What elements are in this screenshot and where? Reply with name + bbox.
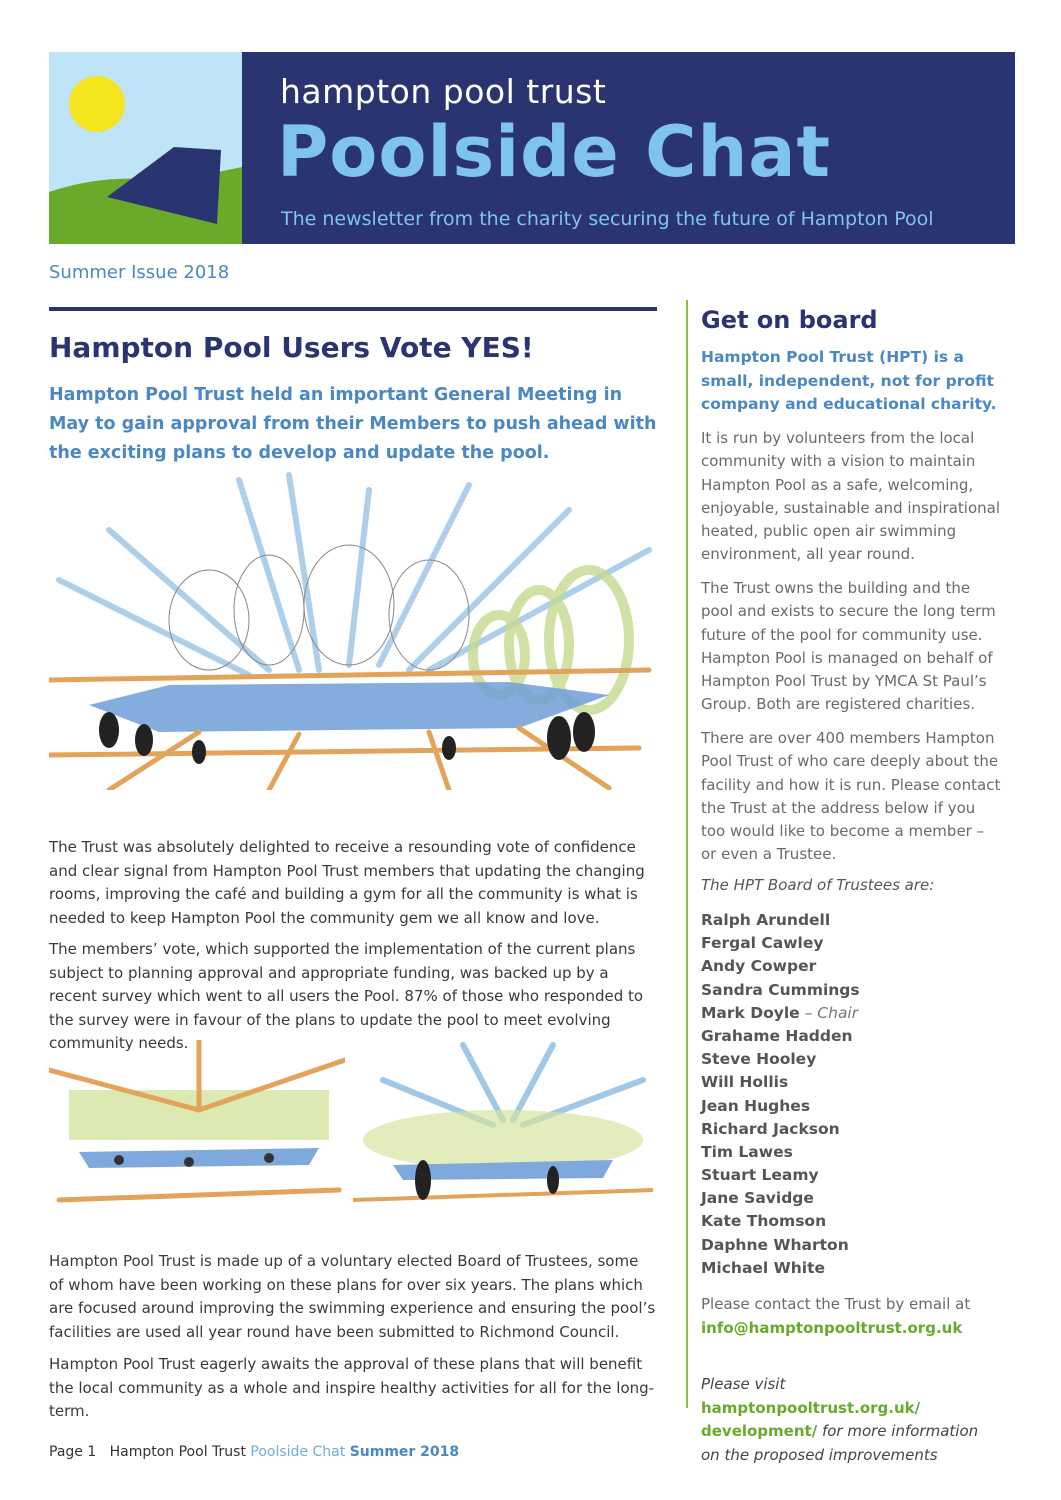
- trustee-name: Steve Hooley: [701, 1050, 817, 1069]
- trustee-name: Sandra Cummings: [701, 980, 860, 999]
- sidebar-divider: [686, 300, 688, 1408]
- page-footer: [49, 1444, 459, 1460]
- pool-sketch-illustration: [49, 470, 657, 790]
- trustee-name: Fergal Cawley: [701, 934, 824, 953]
- trustee-name-chair: [701, 1002, 860, 1025]
- interior-sketch-left: [49, 1040, 345, 1222]
- masthead-title: Poolside Chat: [277, 111, 831, 193]
- chair-role-label: – Chair: [799, 1003, 859, 1022]
- masthead-org-name: hampton pool trust: [280, 72, 607, 111]
- contact-block: [701, 1293, 1001, 1340]
- trustee-list: [701, 909, 860, 1280]
- masthead: [49, 52, 1015, 244]
- footer-org: Hampton Pool Trust: [109, 1444, 246, 1460]
- visit-suffix: for more information on the proposed improvements: [701, 1422, 979, 1464]
- interior-sketch-right: [353, 1040, 657, 1222]
- trustee-name: Tim Lawes: [701, 1142, 793, 1161]
- footer-season: Summer 2018: [349, 1444, 460, 1460]
- board-label: The HPT Board of Trustees are:: [701, 876, 935, 894]
- masthead-tagline: The newsletter from the charity securing the future of Hampton Pool: [281, 208, 934, 230]
- trustee-name: Ralph Arundell: [701, 911, 831, 929]
- visit-block: [701, 1373, 1001, 1467]
- issue-label: Summer Issue 2018: [49, 262, 230, 283]
- contact-text: Please contact the Trust by email at: [701, 1295, 971, 1313]
- article-paragraph: The Trust was absolutely delighted to receive a resounding vote of confidence and clear signal from Hampton Pool Trust members that updating the changing rooms, improving the café and building a gym for all the community is what is needed to keep Hampton Pool the community gem we all know and love.: [49, 838, 645, 927]
- trustee-name: Jane Savidge: [701, 1189, 814, 1208]
- trustee-name: Kate Thomson: [701, 1212, 827, 1231]
- trustee-name: Grahame Hadden: [701, 1026, 853, 1045]
- article-paragraph: The members’ vote, which supported the implementation of the current plans subject to planning approval and appropriate funding, was backed up by a recent survey which went to all users the Pool. 87% of those who responded to the survey were in favour of the plans to update the pool to meet evolving community needs.: [49, 940, 644, 1052]
- article-paragraph: Hampton Pool Trust is made up of a voluntary elected Board of Trustees, some of whom have been working on these plans for over six years. The plans which are focused around improving the swimming experience and ensuring the pool’s facilities are used all year round have been submitted to Richmond Council.: [49, 1252, 656, 1341]
- footer-publication: Poolside Chat: [250, 1444, 346, 1460]
- visit-prefix: Please visit: [701, 1375, 786, 1393]
- sidebar-heading: Get on board: [701, 306, 878, 334]
- article-headline: Hampton Pool Users Vote YES!: [49, 331, 534, 364]
- contact-email-link[interactable]: info@hamptonpooltrust.org.uk: [701, 1318, 963, 1337]
- trustee-name: Mark Doyle: [701, 1003, 800, 1022]
- sidebar-paragraph: The Trust owns the building and the pool and exists to secure the long term future of the pool for community use. Hampton Pool is managed on behalf of Hampton Pool Trust by YMCA St Paul’s Group. Both are registered charities.: [701, 579, 996, 714]
- sidebar-paragraph: There are over 400 members Hampton Pool Trust of who care deeply about the facility and how it is run. Please contact the Trust at the address below if you too would like to become a member – or even a Trustee.: [701, 729, 1001, 864]
- trustee-name: Jean Hughes: [701, 1096, 811, 1115]
- trustee-name: Andy Cowper: [701, 957, 817, 976]
- sidebar-paragraph: It is run by volunteers from the local community with a vision to maintain Hampton Pool as a safe, welcoming, enjoyable, sustainable and inspirational heated, public open air swimming environment, all year round.: [701, 429, 1000, 564]
- trustee-name: Michael White: [701, 1258, 826, 1277]
- article-standfirst: Hampton Pool Trust held an important General Meeting in May to gain approval from their Members to push ahead with the exciting plans to develop and update the pool.: [49, 385, 657, 463]
- trustee-name: Stuart Leamy: [701, 1166, 819, 1185]
- article-paragraph: Hampton Pool Trust eagerly awaits the approval of these plans that will benefit the local community as a whole and inspire healthy activities for all for the long-term.: [49, 1355, 655, 1420]
- development-page-link[interactable]: hamptonpooltrust.org.uk/ development/: [701, 1398, 921, 1440]
- footer-page-number: Page 1: [49, 1444, 97, 1460]
- sidebar-intro: Hampton Pool Trust (HPT) is a small, independent, not for profit company and educational charity.: [701, 348, 997, 413]
- trust-logo-icon: [49, 52, 242, 244]
- trustee-name: Daphne Wharton: [701, 1235, 849, 1254]
- trustee-name: Richard Jackson: [701, 1119, 840, 1138]
- trustee-name: Will Hollis: [701, 1073, 789, 1092]
- main-divider: [49, 307, 657, 311]
